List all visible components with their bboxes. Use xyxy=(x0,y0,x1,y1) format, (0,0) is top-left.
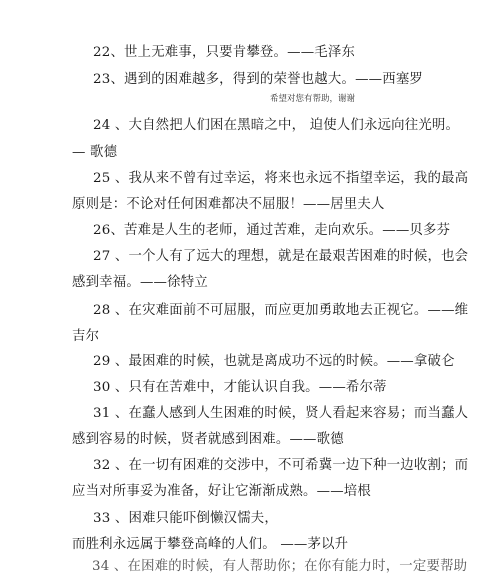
quote-31-line-1: 31 、在蠢人感到人生困难的时候，贤人看起来容易；而当蠢人 xyxy=(93,406,469,421)
quote-23: 23、遇到的困难越多，得到的荣誉也越大。——西塞罗 xyxy=(93,72,424,87)
quote-32-line-1: 32 、在一切有困难的交涉中，不可希冀一边下种一边收割；而 xyxy=(93,458,469,473)
quote-28-line-1: 28 、在灾难面前不可屈服，而应更加勇敢地去正视它。——维 xyxy=(93,303,469,318)
quote-33-line-1: 33 、困难只能吓倒懒汉懦夫， xyxy=(93,511,278,526)
quote-29: 29 、最困难的时候，也就是离成功不远的时候。——拿破仑 xyxy=(93,354,455,369)
quote-22: 22、世上无难事，只要肯攀登。——毛泽东 xyxy=(93,45,356,60)
quote-27-line-2: 感到幸福。——徐特立 xyxy=(72,275,208,290)
quote-28-line-2: 吉尔 xyxy=(72,329,100,344)
quote-24-line-2: — 歌德 xyxy=(72,145,118,160)
quote-34-line-1: 34 、在困难的时候，有人帮助你；在你有能力时，一定要帮助 xyxy=(92,559,468,574)
quote-32-line-2: 应当对所事妥为准备，好让它渐渐成熟。——培根 xyxy=(72,484,371,499)
quote-25-line-1: 25 、我从来不曾有过幸运，将来也永远不指望幸运，我的最高 xyxy=(93,171,469,186)
quote-24-line-1: 24 、大自然把人们困在黑暗之中， 迫使人们永远向往光明。 xyxy=(93,118,460,133)
quote-27-line-1: 27 、一个人有了远大的理想，就是在最艰苦困难的时候，也会 xyxy=(93,249,469,264)
watermark-note: 希望对您有帮助，谢谢 xyxy=(270,94,356,104)
quote-26: 26、苦难是人生的老师，通过苦难，走向欢乐。——贝多芬 xyxy=(93,223,451,238)
quote-25-line-2: 原则是：不论对任何困难都决不屈服！——居里夫人 xyxy=(72,197,385,212)
quote-31-line-2: 感到容易的时候，贤者就感到困难。——歌德 xyxy=(72,432,344,447)
quote-30: 30 、只有在苦难中，才能认识自我。——希尔蒂 xyxy=(93,380,387,395)
quote-34-cropped xyxy=(92,558,468,574)
quote-33-line-2: 而胜利永远属于攀登高峰的人们。 ——茅以升 xyxy=(72,537,349,552)
